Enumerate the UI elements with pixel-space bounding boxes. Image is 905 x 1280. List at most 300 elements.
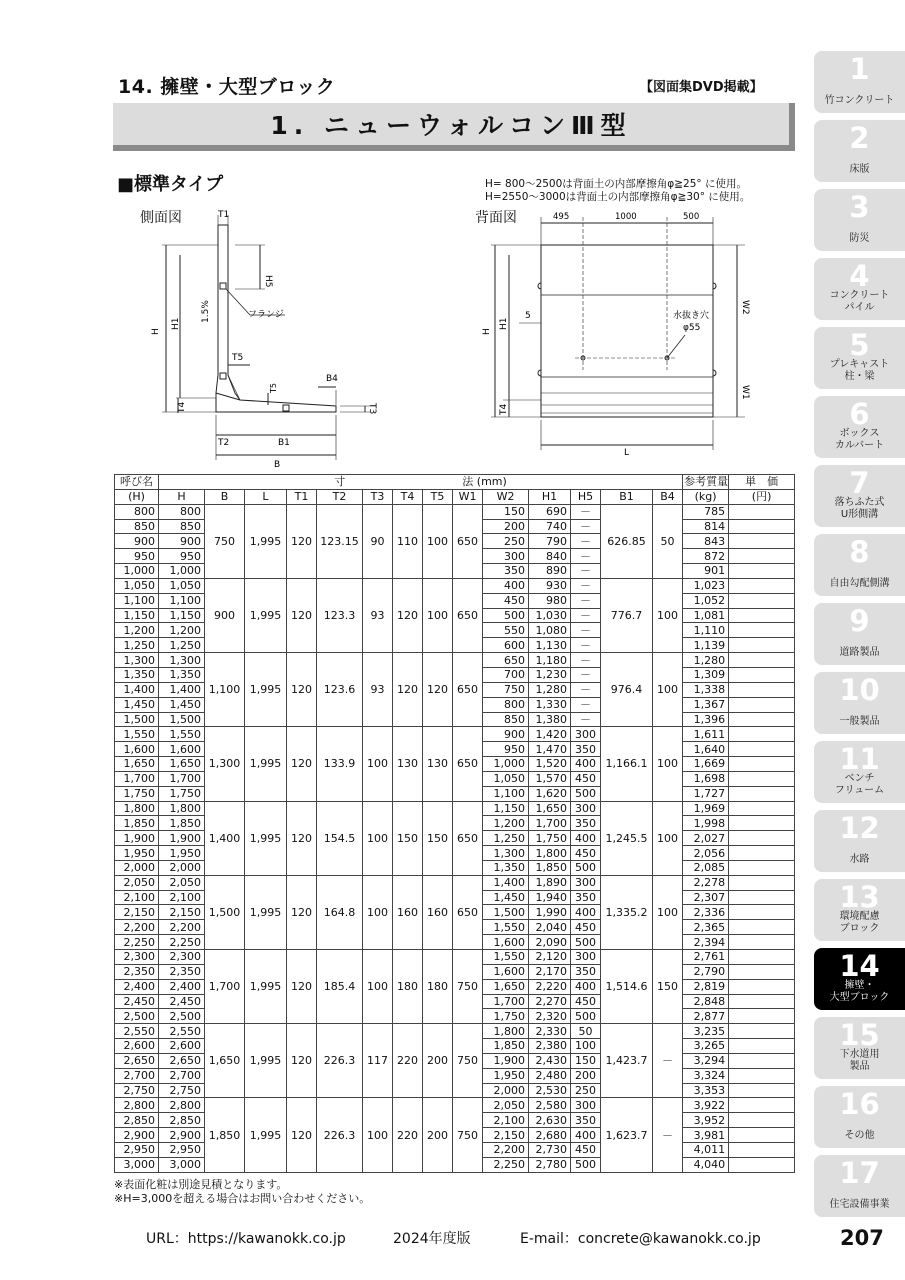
table-row: [115, 653, 795, 668]
cell-T4: 220: [393, 1098, 423, 1172]
cell-W2: 600: [483, 638, 529, 653]
tab-category-1[interactable]: [814, 51, 905, 113]
tab-category-17[interactable]: [814, 1155, 905, 1217]
header-price-text: 単 価: [745, 475, 779, 489]
cell-T5: 100: [423, 578, 453, 652]
cell-W2: 750: [483, 682, 529, 697]
cell-H: 1,650: [159, 757, 205, 772]
cell-H: 1,250: [159, 638, 205, 653]
cell-W2: 500: [483, 608, 529, 623]
header-name: [115, 475, 159, 490]
tab-category-7[interactable]: [814, 465, 905, 527]
cell-W2: 1,300: [483, 846, 529, 861]
cell-B4: 100: [653, 801, 683, 875]
cell-H: 1,700: [159, 771, 205, 786]
back-view-drawing: [475, 205, 765, 455]
cell-B: 1,300: [205, 727, 245, 801]
cell-B1: 1,514.6: [601, 950, 653, 1024]
tab-category-15[interactable]: [814, 1017, 905, 1079]
cell-B: 1,400: [205, 801, 245, 875]
cell-L: 1,995: [245, 578, 287, 652]
tab-category-16[interactable]: [814, 1086, 905, 1148]
drain-label: 水抜き穴: [673, 311, 710, 321]
cell-H1: 2,170: [529, 964, 571, 979]
header-col-L: L: [245, 489, 287, 504]
cell-W2: 1,600: [483, 935, 529, 950]
cell-W1: 750: [453, 1098, 483, 1172]
spec-table-wrapper: [114, 474, 794, 1173]
tab-category-5[interactable]: [814, 327, 905, 389]
header-col-W1: W1: [453, 489, 483, 504]
cell-W2: 2,250: [483, 1157, 529, 1172]
header-name-sub: [115, 489, 159, 504]
cell-B1: 1,245.5: [601, 801, 653, 875]
dim-W1: W1: [740, 385, 750, 400]
cell-H5: 100: [571, 1039, 601, 1054]
cell-T2: 164.8: [317, 875, 363, 949]
tab-label: 擁壁・ 大型ブロック: [829, 980, 890, 1003]
cell-price: [729, 1068, 795, 1083]
cell-T5: 200: [423, 1024, 453, 1098]
cell-name: 2,550: [115, 1024, 159, 1039]
cell-H1: 2,040: [529, 920, 571, 935]
table-row: [115, 504, 795, 519]
cell-H: 3,000: [159, 1157, 205, 1172]
cell-name: 1,950: [115, 846, 159, 861]
cell-T3: 100: [363, 727, 393, 801]
cell-name: 2,400: [115, 979, 159, 994]
cell-H: 950: [159, 549, 205, 564]
cell-mass: 3,981: [683, 1128, 729, 1143]
cell-price: [729, 786, 795, 801]
cell-name: 2,950: [115, 1142, 159, 1157]
header-col-H5: H5: [571, 489, 601, 504]
cell-mass: 1,338: [683, 682, 729, 697]
cell-H5: －: [571, 549, 601, 564]
cell-H5: 450: [571, 771, 601, 786]
cell-H5: 450: [571, 920, 601, 935]
tab-label: 環境配慮 ブロック: [839, 911, 880, 934]
cell-T1: 120: [287, 578, 317, 652]
tab-category-8[interactable]: [814, 534, 905, 596]
cell-T5: 120: [423, 653, 453, 727]
cell-H: 2,900: [159, 1128, 205, 1143]
cell-T3: 100: [363, 875, 393, 949]
cell-W2: 850: [483, 712, 529, 727]
cell-name: 800: [115, 504, 159, 519]
dvd-badge: 【図面集DVD掲載】: [640, 80, 763, 95]
cell-B4: －: [653, 1098, 683, 1172]
cell-T1: 120: [287, 727, 317, 801]
cell-B: 1,650: [205, 1024, 245, 1098]
cell-H5: 300: [571, 875, 601, 890]
cell-T2: 123.6: [317, 653, 363, 727]
footer-email[interactable]: E-mail：concrete@kawanokk.co.jp: [520, 1231, 761, 1247]
cell-price: [729, 682, 795, 697]
cell-mass: 2,027: [683, 831, 729, 846]
dim-H5: H5: [263, 275, 273, 288]
cell-name: 1,450: [115, 697, 159, 712]
tab-number: 13: [839, 880, 880, 914]
cell-H5: 150: [571, 1053, 601, 1068]
cell-T5: 200: [423, 1098, 453, 1172]
cell-mass: 1,139: [683, 638, 729, 653]
tab-category-6[interactable]: [814, 396, 905, 458]
cell-H: 2,550: [159, 1024, 205, 1039]
cell-H1: 1,030: [529, 608, 571, 623]
cell-H5: 200: [571, 1068, 601, 1083]
cell-mass: 1,396: [683, 712, 729, 727]
cell-T3: 100: [363, 801, 393, 875]
cell-mass: 1,023: [683, 578, 729, 593]
cell-mass: 4,011: [683, 1142, 729, 1157]
cell-H1: 790: [529, 534, 571, 549]
cell-T1: 120: [287, 1098, 317, 1172]
cell-mass: 3,353: [683, 1083, 729, 1098]
cell-name: 1,100: [115, 593, 159, 608]
cell-price: [729, 964, 795, 979]
tab-category-10[interactable]: [814, 672, 905, 734]
cell-T4: 180: [393, 950, 423, 1024]
tab-label: 水路: [849, 854, 870, 865]
cell-W1: 650: [453, 801, 483, 875]
cell-H: 2,800: [159, 1098, 205, 1113]
cell-H5: 300: [571, 1098, 601, 1113]
cell-H: 1,600: [159, 742, 205, 757]
cell-mass: 1,611: [683, 727, 729, 742]
cell-T2: 154.5: [317, 801, 363, 875]
cell-H: 2,300: [159, 950, 205, 965]
cell-name: 1,650: [115, 757, 159, 772]
header-col-H: H: [159, 489, 205, 504]
cell-H1: 840: [529, 549, 571, 564]
cell-price: [729, 979, 795, 994]
cell-name: 1,550: [115, 727, 159, 742]
cell-price: [729, 534, 795, 549]
cell-W2: 1,550: [483, 950, 529, 965]
cell-H: 1,100: [159, 593, 205, 608]
cell-price: [729, 816, 795, 831]
cell-H: 2,100: [159, 890, 205, 905]
cell-H1: 1,280: [529, 682, 571, 697]
cell-H5: －: [571, 623, 601, 638]
tab-category-14[interactable]: [814, 948, 905, 1010]
cell-price: [729, 920, 795, 935]
dim-H: H: [151, 328, 161, 335]
cell-H: 1,950: [159, 846, 205, 861]
header-col-B4: B4: [653, 489, 683, 504]
header-col-H1: H1: [529, 489, 571, 504]
cell-W2: 1,850: [483, 1039, 529, 1054]
cell-H1: 1,850: [529, 860, 571, 875]
cell-W2: 1,100: [483, 786, 529, 801]
cell-H: 2,350: [159, 964, 205, 979]
footer-url[interactable]: URL：https://kawanokk.co.jp: [146, 1231, 346, 1247]
tab-number: 17: [839, 1156, 880, 1190]
cell-price: [729, 905, 795, 920]
tab-label: プレキャスト 柱・梁: [829, 359, 890, 382]
cell-name: 2,250: [115, 935, 159, 950]
cell-mass: 901: [683, 564, 729, 579]
cell-price: [729, 757, 795, 772]
cell-W1: 750: [453, 1024, 483, 1098]
cell-T4: 110: [393, 504, 423, 578]
cell-H: 1,000: [159, 564, 205, 579]
cell-T4: 150: [393, 801, 423, 875]
cell-B4: 100: [653, 727, 683, 801]
cell-W2: 300: [483, 549, 529, 564]
cell-mass: 3,265: [683, 1039, 729, 1054]
cell-W2: 1,000: [483, 757, 529, 772]
cell-H5: 300: [571, 727, 601, 742]
cell-W2: 800: [483, 697, 529, 712]
cell-H: 2,150: [159, 905, 205, 920]
cell-H5: 400: [571, 905, 601, 920]
header-name-text: 呼び名: [120, 475, 153, 489]
usage-note-1: H= 800～2500は背面土の内部摩擦角φ≧25° に使用。: [485, 178, 747, 190]
cell-H5: －: [571, 697, 601, 712]
cell-H: 2,200: [159, 920, 205, 935]
cell-price: [729, 1024, 795, 1039]
cell-mass: 2,085: [683, 860, 729, 875]
cell-mass: 2,790: [683, 964, 729, 979]
cell-W2: 950: [483, 742, 529, 757]
cell-H1: 1,650: [529, 801, 571, 816]
cell-mass: 2,307: [683, 890, 729, 905]
cell-H1: 1,750: [529, 831, 571, 846]
cell-price: [729, 742, 795, 757]
cell-H5: 500: [571, 1157, 601, 1172]
cell-B4: －: [653, 1024, 683, 1098]
cell-W2: 1,450: [483, 890, 529, 905]
cell-H5: 400: [571, 979, 601, 994]
cell-mass: 2,819: [683, 979, 729, 994]
cell-mass: 1,698: [683, 771, 729, 786]
cell-H5: －: [571, 712, 601, 727]
cell-T2: 133.9: [317, 727, 363, 801]
cell-W2: 1,900: [483, 1053, 529, 1068]
tab-label: コンクリート パイル: [829, 290, 890, 313]
tab-label: 住宅設備事業: [829, 1199, 890, 1210]
cell-name: 1,500: [115, 712, 159, 727]
cell-H: 1,500: [159, 712, 205, 727]
cell-mass: 2,365: [683, 920, 729, 935]
cell-L: 1,995: [245, 950, 287, 1024]
cell-name: 2,500: [115, 1009, 159, 1024]
page-title: [113, 103, 795, 151]
cell-W2: 1,650: [483, 979, 529, 994]
header-col-T3: T3: [363, 489, 393, 504]
cell-name: 1,700: [115, 771, 159, 786]
cell-mass: 2,056: [683, 846, 729, 861]
cell-H5: －: [571, 519, 601, 534]
cell-mass: 872: [683, 549, 729, 564]
cell-H: 2,850: [159, 1113, 205, 1128]
dim-B4: B4: [326, 374, 338, 384]
spec-table-head: [115, 475, 795, 505]
dim-1000: 1000: [615, 212, 637, 222]
cell-B4: 100: [653, 875, 683, 949]
cell-H: 2,750: [159, 1083, 205, 1098]
tab-number: 10: [839, 673, 880, 707]
table-row: [115, 1024, 795, 1039]
flange-label: フランジ: [248, 310, 284, 320]
header-col-B: B: [205, 489, 245, 504]
cell-W1: 750: [453, 950, 483, 1024]
cell-mass: 1,081: [683, 608, 729, 623]
cell-mass: 1,640: [683, 742, 729, 757]
cell-mass: 1,280: [683, 653, 729, 668]
cell-name: 2,200: [115, 920, 159, 935]
dim-5: 5: [525, 311, 531, 321]
cell-name: 850: [115, 519, 159, 534]
header-col-W2: W2: [483, 489, 529, 504]
header-price-unit: (円): [729, 489, 795, 504]
cell-mass: 3,922: [683, 1098, 729, 1113]
tab-category-13[interactable]: [814, 879, 905, 941]
cell-mass: 1,110: [683, 623, 729, 638]
cell-name: 2,750: [115, 1083, 159, 1098]
cell-W2: 1,550: [483, 920, 529, 935]
cell-B1: 776.7: [601, 578, 653, 652]
cell-H1: 1,330: [529, 697, 571, 712]
cell-price: [729, 1098, 795, 1113]
cell-mass: 814: [683, 519, 729, 534]
cell-name: 1,000: [115, 564, 159, 579]
cell-H5: －: [571, 504, 601, 519]
cell-H5: 500: [571, 860, 601, 875]
header-col-T4: T4: [393, 489, 423, 504]
tab-label: 下水道用 製品: [839, 1049, 880, 1072]
cell-H1: 1,990: [529, 905, 571, 920]
cell-L: 1,995: [245, 727, 287, 801]
cell-H1: 890: [529, 564, 571, 579]
cell-name: 2,850: [115, 1113, 159, 1128]
footnote-1: ※表面化粧は別途見積となります。: [114, 1178, 288, 1191]
dim-L: L: [624, 448, 630, 455]
cell-H5: －: [571, 534, 601, 549]
cell-H5: 500: [571, 935, 601, 950]
cell-price: [729, 667, 795, 682]
cell-H: 1,200: [159, 623, 205, 638]
cell-T2: 226.3: [317, 1098, 363, 1172]
cell-name: 2,600: [115, 1039, 159, 1054]
cell-price: [729, 860, 795, 875]
cell-H1: 2,120: [529, 950, 571, 965]
cell-price: [729, 519, 795, 534]
cell-price: [729, 950, 795, 965]
cell-price: [729, 1053, 795, 1068]
cell-H: 2,500: [159, 1009, 205, 1024]
cell-mass: 1,367: [683, 697, 729, 712]
dim-T3: T3: [367, 403, 377, 415]
tab-category-2[interactable]: [814, 120, 905, 182]
tab-label: 床版: [849, 164, 870, 175]
cell-H1: 2,430: [529, 1053, 571, 1068]
cell-name: 1,150: [115, 608, 159, 623]
drain-diameter: φ55: [683, 323, 701, 333]
flange-mark-lower: [220, 373, 226, 379]
table-row: [115, 875, 795, 890]
cell-H1: 2,730: [529, 1142, 571, 1157]
dim-H1-back: H1: [499, 317, 509, 330]
cell-W2: 1,750: [483, 1009, 529, 1024]
cell-mass: 1,727: [683, 786, 729, 801]
tab-number: 3: [849, 190, 870, 224]
cell-W1: 650: [453, 578, 483, 652]
cell-W2: 1,250: [483, 831, 529, 846]
cell-H: 1,400: [159, 682, 205, 697]
header-dims-text: 寸: [334, 475, 346, 489]
header-mass-unit: (kg): [683, 489, 729, 504]
cell-H1: 1,420: [529, 727, 571, 742]
cell-mass: 1,309: [683, 667, 729, 682]
table-row: [115, 801, 795, 816]
cell-T1: 120: [287, 653, 317, 727]
tab-category-4[interactable]: [814, 258, 905, 320]
cell-W2: 200: [483, 519, 529, 534]
tab-number: 15: [839, 1018, 880, 1052]
cell-H5: 450: [571, 1142, 601, 1157]
cell-W2: 150: [483, 504, 529, 519]
cell-L: 1,995: [245, 653, 287, 727]
cell-price: [729, 1009, 795, 1024]
side-view-drawing: [140, 205, 390, 470]
tab-category-11[interactable]: [814, 741, 905, 803]
cell-price: [729, 727, 795, 742]
cell-price: [729, 608, 795, 623]
cell-H1: 2,630: [529, 1113, 571, 1128]
cell-T5: 150: [423, 801, 453, 875]
cell-L: 1,995: [245, 1024, 287, 1098]
cell-L: 1,995: [245, 875, 287, 949]
footnote-2: ※H=3,000を超える場合はお問い合わせください。: [114, 1192, 371, 1205]
page-number: 207: [840, 1226, 884, 1250]
cell-name: 2,450: [115, 994, 159, 1009]
footer-edition: 2024年度版: [393, 1231, 471, 1247]
cell-W1: 650: [453, 727, 483, 801]
cell-price: [729, 593, 795, 608]
cell-T5: 100: [423, 504, 453, 578]
cell-W2: 1,700: [483, 994, 529, 1009]
cell-B4: 100: [653, 653, 683, 727]
cell-B1: 626.85: [601, 504, 653, 578]
cell-H1: 2,270: [529, 994, 571, 1009]
cell-name: 2,800: [115, 1098, 159, 1113]
tab-number: 1: [849, 52, 870, 86]
tab-category-12[interactable]: [814, 810, 905, 872]
cell-name: 1,750: [115, 786, 159, 801]
cell-price: [729, 1128, 795, 1143]
cell-mass: 2,877: [683, 1009, 729, 1024]
cell-H: 1,750: [159, 786, 205, 801]
tab-label: 一般製品: [839, 716, 880, 727]
cell-name: 1,250: [115, 638, 159, 653]
cell-H5: －: [571, 653, 601, 668]
cell-mass: 1,669: [683, 757, 729, 772]
cell-price: [729, 801, 795, 816]
cell-H1: 2,380: [529, 1039, 571, 1054]
cell-mass: 1,969: [683, 801, 729, 816]
cell-price: [729, 564, 795, 579]
cell-H1: 1,520: [529, 757, 571, 772]
cell-T4: 120: [393, 578, 423, 652]
tab-category-3[interactable]: [814, 189, 905, 251]
cell-B: 750: [205, 504, 245, 578]
tab-category-9[interactable]: [814, 603, 905, 665]
cell-H5: 400: [571, 1128, 601, 1143]
cell-price: [729, 623, 795, 638]
